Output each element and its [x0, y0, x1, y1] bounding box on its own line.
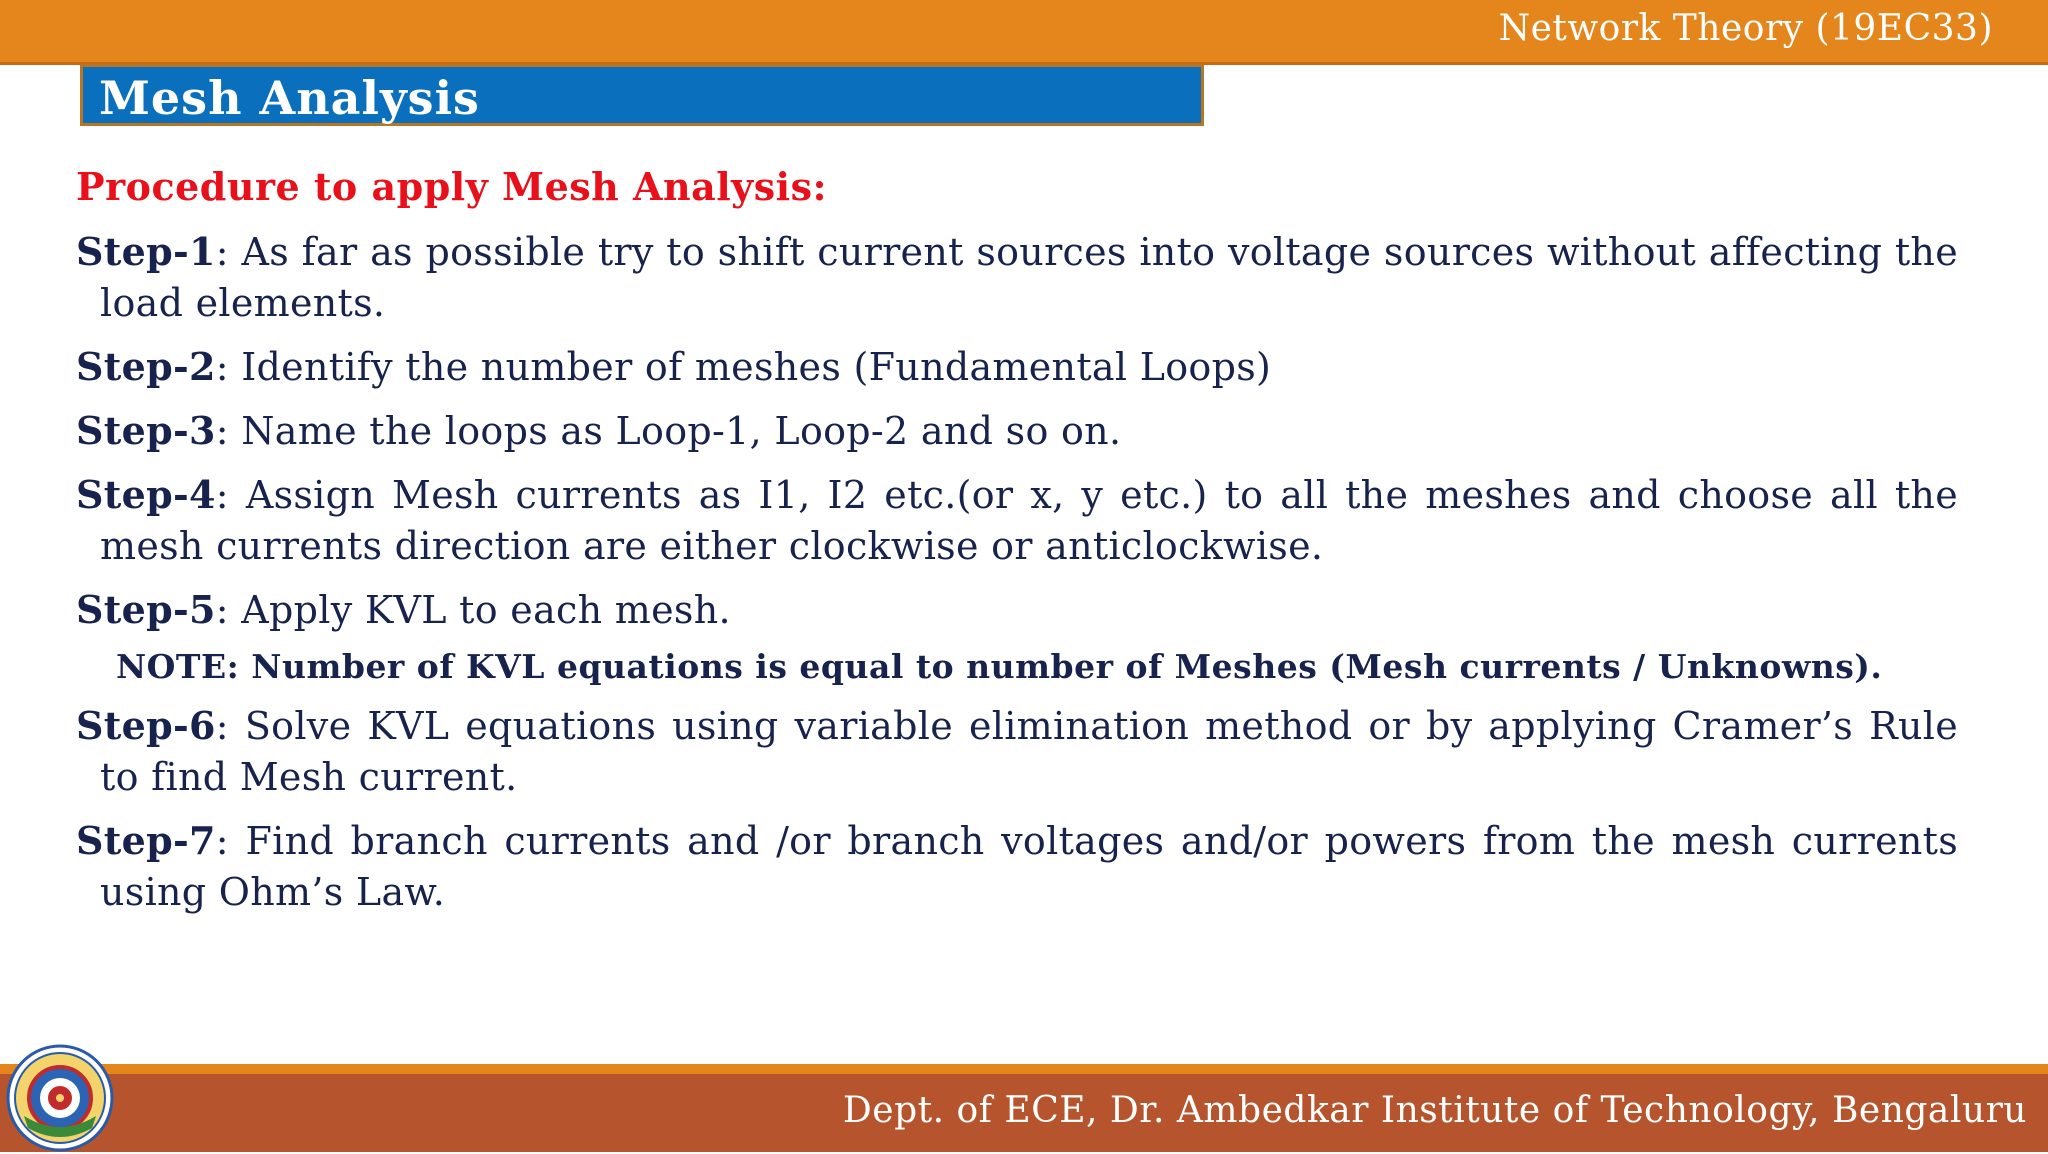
step-text: : Assign Mesh currents as I1, I2 etc.(or x, y etc.) to all the meshes and choose all the mesh currents direction are either clockwise or anticlockwise. [100, 473, 1958, 568]
step-1 [76, 226, 1958, 329]
step-label: Step-1 [76, 229, 216, 274]
step-label: Step-3 [76, 408, 216, 453]
step-2 [76, 341, 1958, 393]
course-title: Network Theory (19EC33) [1498, 8, 1993, 49]
step-4 [76, 469, 1958, 572]
slide-title: Mesh Analysis [99, 71, 480, 125]
step-text: : Apply KVL to each mesh. [215, 588, 731, 632]
procedure-heading: Procedure to apply Mesh Analysis: [76, 164, 828, 209]
step-label: Step-4 [76, 472, 216, 517]
step-text: : Identify the number of meshes (Fundamental Loops) [215, 345, 1272, 389]
slide-title-box [80, 64, 1204, 126]
step-text: : Solve KVL equations using variable elimination method or by applying Cramer’s Rule to find Mesh current. [100, 704, 1958, 799]
step-6 [76, 700, 1958, 803]
top-header-bar [0, 0, 2048, 62]
step-text: : Find branch currents and /or branch voltages and/or powers from the mesh currents using Ohm’s Law. [100, 819, 1958, 914]
step-label: Step-7 [76, 818, 216, 863]
step-text: : Name the loops as Loop-1, Loop-2 and so on. [215, 409, 1122, 453]
step-label: Step-2 [76, 344, 216, 389]
institute-logo [4, 1042, 116, 1154]
step-label: Step-5 [76, 587, 216, 632]
step-5 [76, 584, 1958, 636]
department-text: Dept. of ECE, Dr. Ambedkar Institute of Technology, Bengaluru [842, 1090, 2027, 1131]
step-label: Step-6 [76, 703, 216, 748]
kvl-note: NOTE: Number of KVL equations is equal to number of Meshes (Mesh currents / Unknowns). [116, 647, 1883, 686]
slide-content [76, 162, 1958, 930]
step-3 [76, 405, 1958, 457]
step-7 [76, 815, 1958, 918]
footer-divider [0, 1064, 2048, 1074]
step-text: : As far as possible try to shift current sources into voltage sources without affecting the load elements. [100, 230, 1958, 325]
